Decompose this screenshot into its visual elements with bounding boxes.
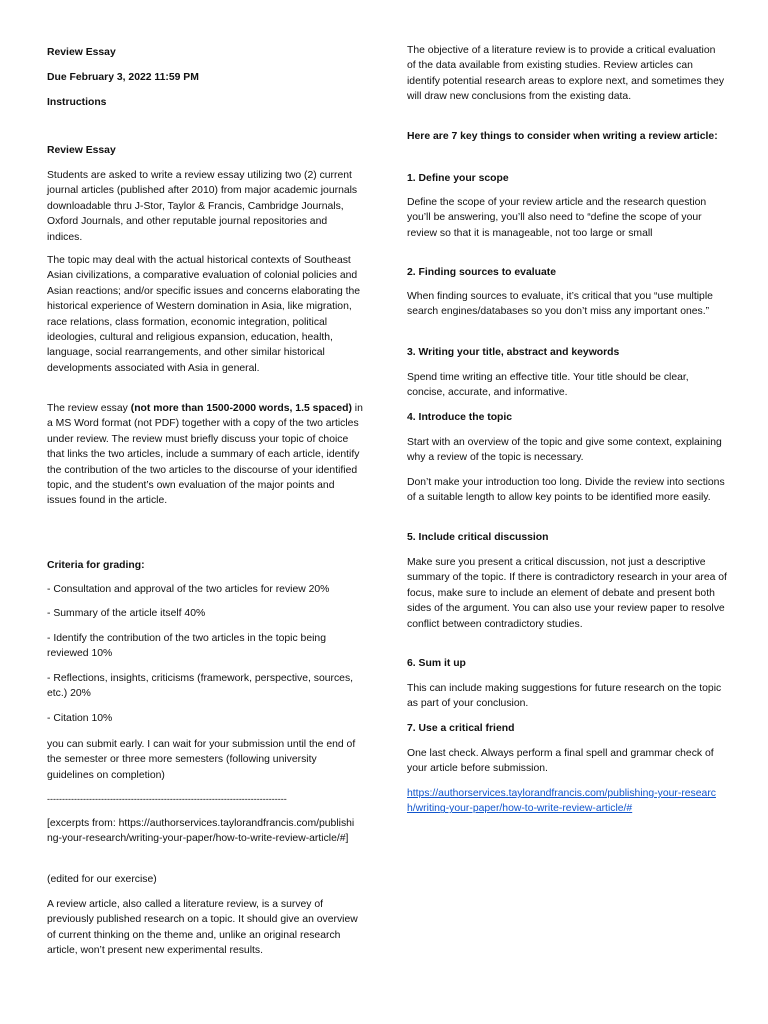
step-4-text-2: Don’t make your introduction too long. Divide the review into sections of a suitable length to allow key points to be identified more easily. — [407, 477, 725, 504]
step-1-heading: 1. Define your scope — [407, 173, 509, 184]
step-3-heading: 3. Writing your title, abstract and keywords — [407, 347, 620, 358]
objective-paragraph: The objective of a literature review is to provide a critical evaluation of the data available from existing studies. Review articles can identify potential research areas to explore next, and sometimes they will draw new conclusions from the existing data. — [407, 45, 725, 103]
step-4-text: Start with an overview of the topic and give some context, explaining why a review of the topic is necessary. — [407, 437, 722, 464]
criteria-item: - Reflections, insights, criticisms (framework, perspective, sources, etc.) 20% — [47, 673, 354, 700]
format-paragraph — [47, 401, 365, 509]
criteria-item: - Citation 10% — [47, 713, 113, 724]
criteria-item: - Identify the contribution of the two articles in the topic being reviewed 10% — [47, 633, 326, 660]
due-date: Due February 3, 2022 11:59 PM — [47, 72, 199, 83]
divider-line: -------------------------------------------------------------------------------- — [47, 794, 287, 804]
format-text-end: in a MS Word format (not PDF) together with a copy of the two articles under review. The review must briefly discuss your topic of choice that links the two articles, include a summary of each article, identify the contribution of the two articles to the discourse of your identified topic, and the student’s own evaluation of the major points and issues found in the article. — [47, 403, 363, 507]
source-link-wrapper — [407, 786, 721, 817]
criteria-heading: Criteria for grading: — [47, 560, 145, 571]
format-text-start: The review essay — [47, 403, 131, 414]
instructions-heading: Instructions — [47, 97, 107, 108]
step-5-heading: 5. Include critical discussion — [407, 532, 549, 543]
step-2-text: When finding sources to evaluate, it’s critical that you “use multiple search engines/databases so you don’t miss any important ones.” — [407, 291, 713, 318]
criteria-item: - Consultation and approval of the two articles for review 20% — [47, 584, 330, 595]
step-4-heading: 4. Introduce the topic — [407, 412, 513, 423]
step-5-text: Make sure you present a critical discussion, not just a descriptive summary of the topic. If there is contradictory research in your area of focus, make sure to include an element of debate and present both sides of the argument. You can also use your review paper to resolve conflict between contradictory studies. — [407, 557, 727, 630]
step-6-heading: 6. Sum it up — [407, 658, 466, 669]
key-things-heading: Here are 7 key things to consider when writing a review article: — [407, 131, 718, 142]
intro-paragraph: Students are asked to write a review essay utilizing two (2) current journal articles (published after 2010) from major academic journals downloadable thru J-Stor, Taylor & Francis, Cambridge Journals, Oxford Journals, and other reputable journal repositories and indices. — [47, 170, 358, 243]
review-essay-heading: Review Essay — [47, 145, 116, 156]
criteria-item: - Summary of the article itself 40% — [47, 608, 206, 619]
step-1-text: Define the scope of your review article and the research question you’ll be answering, you’ll also need to “define the scope of your review so that it is manageable, not too large or small — [407, 197, 707, 239]
step-6-text: This can include making suggestions for future research on the topic as part of your conclusion. — [407, 683, 722, 710]
step-2-heading: 2. Finding sources to evaluate — [407, 267, 556, 278]
excerpts-source: [excerpts from: https://authorservices.taylorandfrancis.com/publishing-your-research/writing-your-paper/how-to-write-review-article/#] — [47, 818, 355, 845]
review-definition: A review article, also called a literature review, is a survey of previously published research on a topic. It should give an overview of current thinking on the theme and, unlike an original research article, won’t present new experimental results. — [47, 899, 358, 957]
topic-paragraph: The topic may deal with the actual historical contexts of Southeast Asian civilizations, a comparative evaluation of colonial policies and Asian reactions; and/or specific issues and concerns elaborating the historical experience of Western domination in Asia, like migration, race relations, class formation, economic integration, political ideologies, cultural and religious expansion, education, health, language, social rearrangements, and other similar historical developments associated with Asia in general. — [47, 255, 361, 374]
source-link[interactable]: https://authorservices.taylorandfrancis.com/publishing-your-research/writing-your-paper/how-to-write-review-article/# — [407, 788, 716, 815]
step-7-heading: 7. Use a critical friend — [407, 723, 515, 734]
submission-note: you can submit early. I can wait for your submission until the end of the semester or three more semesters (following university guidelines on completion) — [47, 739, 356, 781]
step-3-text: Spend time writing an effective title. Your title should be clear, concise, accurate, and informative. — [407, 372, 689, 399]
step-7-text: One last check. Always perform a final spell and grammar check of your article before submission. — [407, 748, 714, 775]
doc-title: Review Essay — [47, 47, 116, 58]
edited-note: (edited for our exercise) — [47, 874, 157, 885]
word-limit-text: (not more than 1500-2000 words, 1.5 spaced) — [130, 403, 352, 414]
